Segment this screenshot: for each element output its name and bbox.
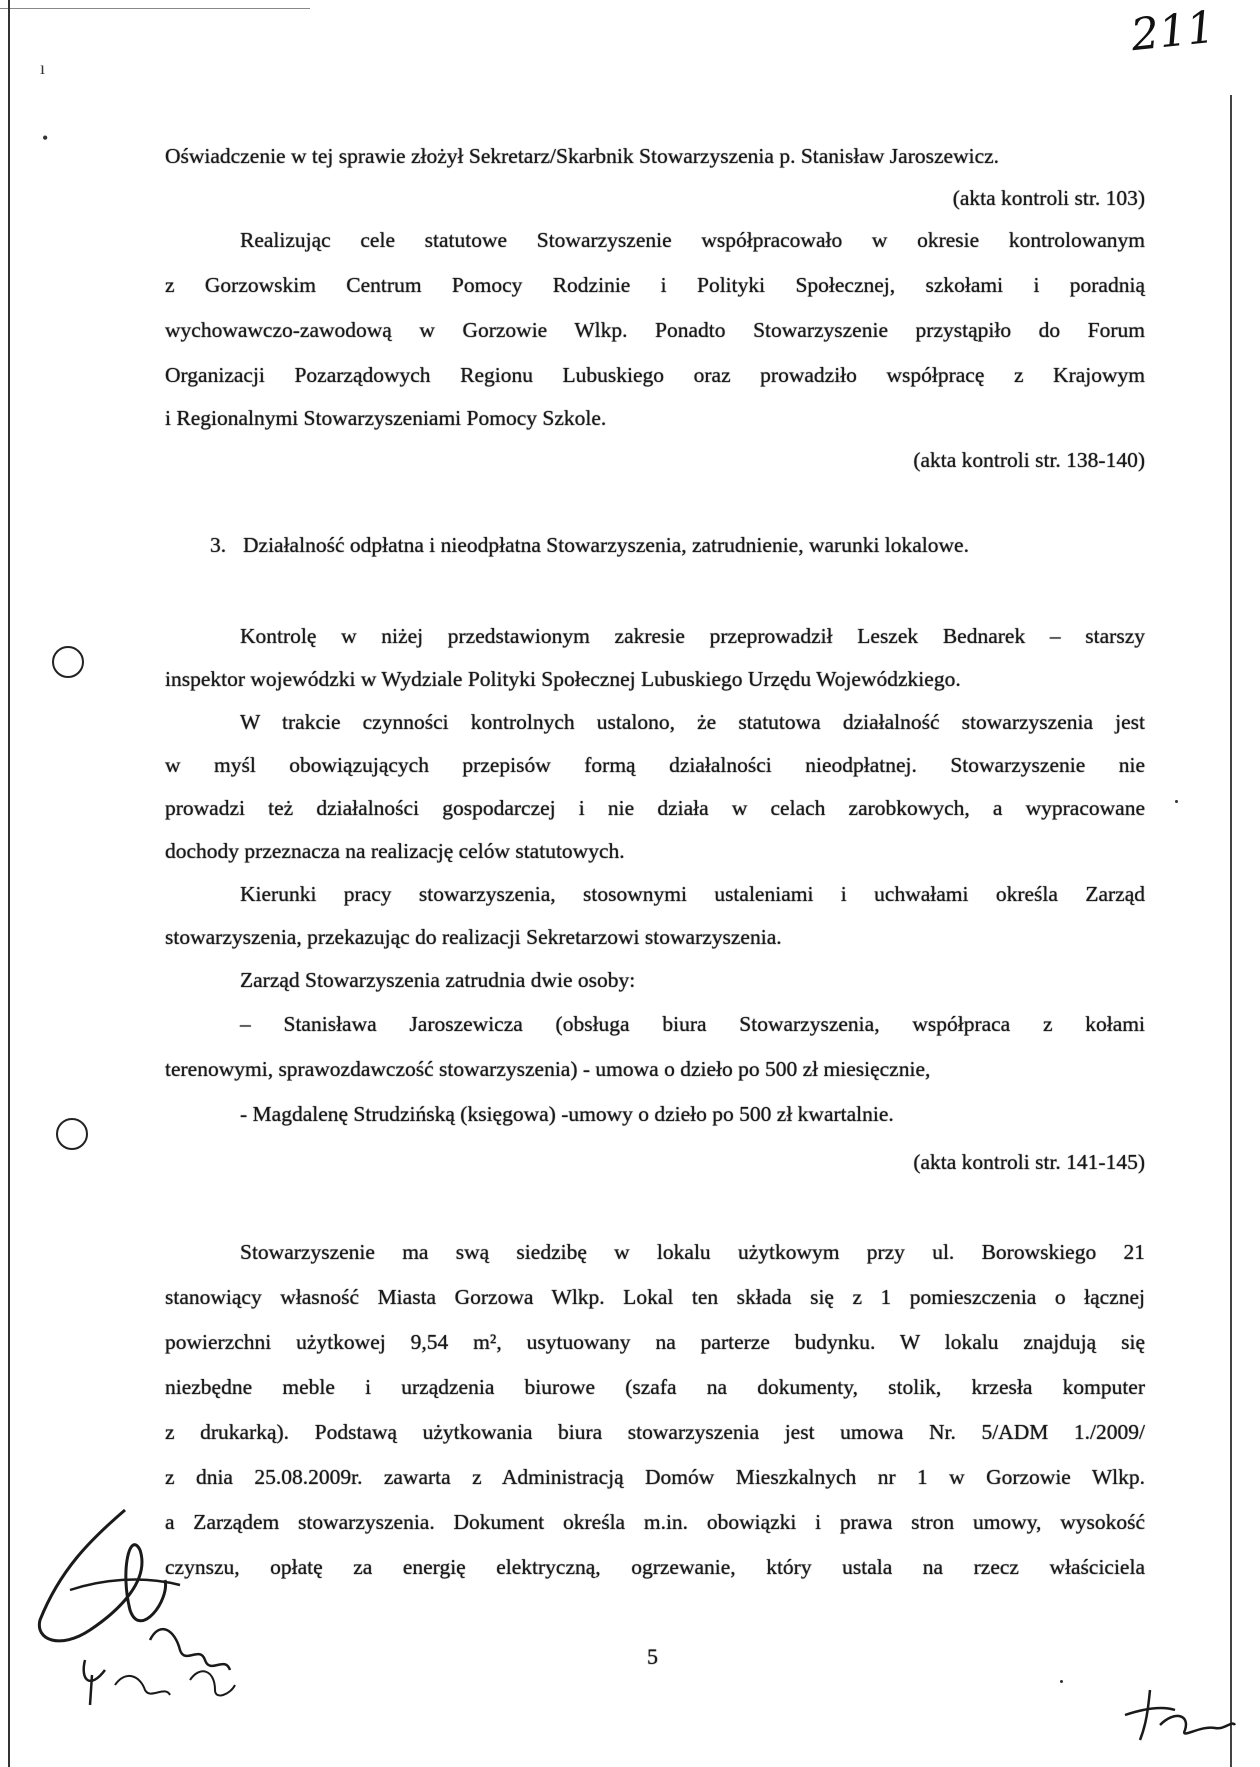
text-line: niezbędne meble i urządzenia biurowe (szafa na dokumenty, stolik, krzesła komputer bbox=[165, 1375, 1145, 1399]
text-line: stowarzyszenia, przekazując do realizacji Sekretarzowi stowarzyszenia. bbox=[165, 925, 782, 949]
binding-hole bbox=[56, 1118, 88, 1150]
text-line: (akta kontroli str. 138-140) bbox=[913, 448, 1145, 472]
section-number: 3. bbox=[210, 533, 227, 557]
text-line: terenowymi, sprawozdawczość stowarzyszenia) - umowa o dzieło po 500 zł miesięcznie, bbox=[165, 1057, 931, 1081]
text-line: stanowiący własność Miasta Gorzowa Wlkp. Lokal ten składa się z 1 pomieszczenia o łącznej bbox=[165, 1285, 1145, 1309]
page-number: 5 bbox=[647, 1644, 658, 1669]
text-line: Kontrolę w niżej przedstawionym zakresie przeprowadził Leszek Bednarek – starszy bbox=[240, 624, 1145, 648]
scan-edge-right bbox=[1230, 95, 1232, 1767]
text-line: Stowarzyszenie ma swą siedzibę w lokalu użytkowym przy ul. Borowskiego 21 bbox=[240, 1240, 1145, 1264]
text-line: – Stanisława Jaroszewicza (obsługa biura Stowarzyszenia, współpraca z kołami bbox=[240, 1012, 1145, 1036]
text-line: Realizując cele statutowe Stowarzyszenie współpracowało w okresie kontrolowanym bbox=[240, 228, 1145, 252]
text-line: (akta kontroli str. 103) bbox=[952, 186, 1145, 210]
text-line: powierzchni użytkowej 9,54 m², usytuowany na parterze budynku. W lokalu znajdują się bbox=[165, 1330, 1145, 1354]
folio-number: 211 bbox=[1128, 1, 1218, 62]
text-line: prowadzi też działalności gospodarczej i nie działa w celach zarobkowych, a wypracowane bbox=[165, 796, 1145, 820]
text-line: z drukarką). Podstawą użytkowania biura stowarzyszenia jest umowa Nr. 5/ADM 1./2009/ bbox=[165, 1420, 1145, 1444]
text-line: dochody przeznacza na realizację celów statutowych. bbox=[165, 839, 625, 863]
scan-mark: • bbox=[42, 128, 49, 148]
text-line: inspektor wojewódzki w Wydziale Polityki Społecznej Lubuskiego Urzędu Wojewódzkiego. bbox=[165, 667, 961, 691]
text-line: czynszu, opłatę za energię elektryczną, ogrzewanie, który ustala na rzecz właściciela bbox=[165, 1555, 1145, 1579]
section-title: Działalność odpłatna i nieodpłatna Stowarzyszenia, zatrudnienie, warunki lokalowe. bbox=[243, 533, 969, 557]
text-line: i Regionalnymi Stowarzyszeniami Pomocy Szkole. bbox=[165, 406, 607, 430]
signature-left bbox=[30, 1480, 260, 1710]
text-line: z dnia 25.08.2009r. zawarta z Administracją Domów Mieszkalnych nr 1 w Gorzowie Wlkp. bbox=[165, 1465, 1145, 1489]
scan-mark: ı bbox=[40, 58, 46, 78]
text-line: Organizacji Pozarządowych Regionu Lubuskiego oraz prowadziło współpracę z Krajowym bbox=[165, 363, 1145, 387]
text-line: a Zarządem stowarzyszenia. Dokument określa m.in. obowiązki i prawa stron umowy, wysokość bbox=[165, 1510, 1145, 1534]
scan-edge-left bbox=[8, 0, 10, 1767]
scan-speck bbox=[1060, 1680, 1063, 1683]
text-line: Zarząd Stowarzyszenia zatrudnia dwie osoby: bbox=[240, 968, 636, 992]
text-line: wychowawczo-zawodową w Gorzowie Wlkp. Ponadto Stowarzyszenie przystąpiło do Forum bbox=[165, 318, 1145, 342]
binding-hole bbox=[52, 646, 84, 678]
signature-left-text: Ad/m bbox=[30, 1480, 33, 1481]
signature-right-text: Da bbox=[1120, 1670, 1122, 1671]
text-line: - Magdalenę Strudzińską (księgowa) -umowy o dzieło po 500 zł kwartalnie. bbox=[240, 1102, 894, 1126]
text-line: z Gorzowskim Centrum Pomocy Rodzinie i Polityki Społecznej, szkołami i poradnią bbox=[165, 273, 1145, 297]
section-heading bbox=[210, 533, 969, 558]
text-line: (akta kontroli str. 141-145) bbox=[913, 1150, 1145, 1174]
signature-right bbox=[1120, 1670, 1240, 1750]
text-line: W trakcie czynności kontrolnych ustalono, że statutowa działalność stowarzyszenia jest bbox=[240, 710, 1145, 734]
text-line: w myśl obowiązujących przepisów formą działalności nieodpłatnej. Stowarzyszenie nie bbox=[165, 753, 1145, 777]
text-line: Kierunki pracy stowarzyszenia, stosownymi ustaleniami i uchwałami określa Zarząd bbox=[240, 882, 1145, 906]
scan-speck bbox=[1175, 800, 1178, 803]
text-line: Oświadczenie w tej sprawie złożył Sekretarz/Skarbnik Stowarzyszenia p. Stanisław Jaroszewicz. bbox=[165, 144, 1000, 168]
scan-edge-top bbox=[0, 8, 310, 9]
